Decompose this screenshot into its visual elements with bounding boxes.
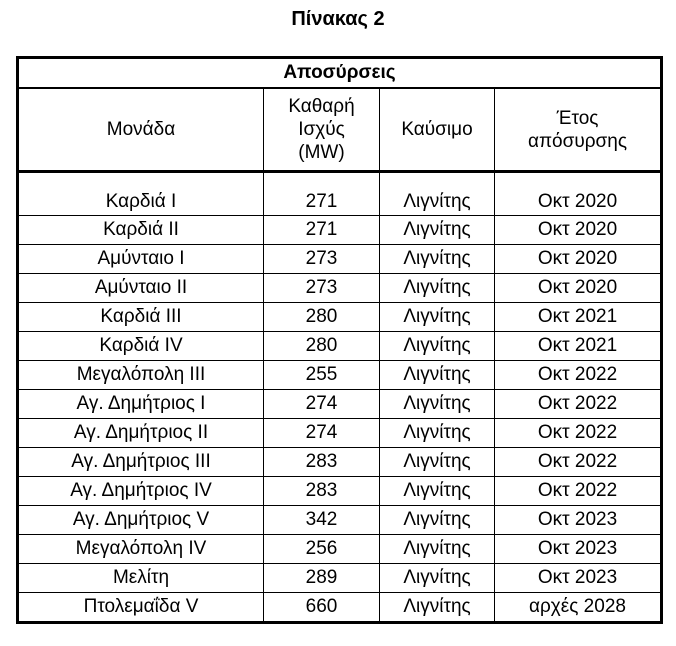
cell-net-power: 256: [264, 535, 380, 564]
cell-unit: Αγ. Δημήτριος III: [18, 448, 264, 477]
cell-unit: Αγ. Δημήτριος II: [18, 419, 264, 448]
cell-unit: Καρδιά II: [18, 216, 264, 245]
cell-withdrawal-year: Οκτ 2023: [495, 506, 662, 535]
cell-fuel: Λιγνίτης: [380, 303, 495, 332]
cell-withdrawal-year: Οκτ 2023: [495, 535, 662, 564]
cell-unit: Αγ. Δημήτριος IV: [18, 477, 264, 506]
cell-fuel: Λιγνίτης: [380, 274, 495, 303]
cell-withdrawal-year: Οκτ 2022: [495, 361, 662, 390]
table-row: [18, 564, 662, 593]
cell-withdrawal-year: Οκτ 2021: [495, 303, 662, 332]
column-header-fuel: Καύσιμο: [380, 88, 495, 172]
cell-net-power: 280: [264, 303, 380, 332]
table-row: [18, 216, 662, 245]
withdrawals-table: [16, 56, 663, 624]
column-header-withdrawal-year: Έτος απόσυρσης: [495, 88, 662, 172]
cell-withdrawal-year: Οκτ 2020: [495, 172, 662, 216]
cell-net-power: 283: [264, 448, 380, 477]
cell-fuel: Λιγνίτης: [380, 593, 495, 623]
table-title: Πίνακας 2: [291, 8, 385, 30]
cell-fuel: Λιγνίτης: [380, 332, 495, 361]
cell-unit: Μελίτη: [18, 564, 264, 593]
cell-net-power: 273: [264, 245, 380, 274]
cell-net-power: 342: [264, 506, 380, 535]
cell-unit: Καρδιά I: [18, 172, 264, 216]
cell-net-power: 289: [264, 564, 380, 593]
table-row: [18, 506, 662, 535]
cell-fuel: Λιγνίτης: [380, 535, 495, 564]
section-header: Αποσύρσεις: [18, 58, 662, 89]
cell-net-power: 273: [264, 274, 380, 303]
cell-withdrawal-year: Οκτ 2021: [495, 332, 662, 361]
table-row: [18, 245, 662, 274]
cell-fuel: Λιγνίτης: [380, 216, 495, 245]
column-header-net-power: Καθαρή Ισχύς (MW): [264, 88, 380, 172]
cell-fuel: Λιγνίτης: [380, 564, 495, 593]
table-row: [18, 419, 662, 448]
column-header-unit: Μονάδα: [18, 88, 264, 172]
cell-net-power: 660: [264, 593, 380, 623]
cell-net-power: 274: [264, 390, 380, 419]
cell-fuel: Λιγνίτης: [380, 361, 495, 390]
cell-withdrawal-year: Οκτ 2022: [495, 477, 662, 506]
cell-unit: Μεγαλόπολη III: [18, 361, 264, 390]
cell-unit: Αμύνταιο I: [18, 245, 264, 274]
cell-net-power: 271: [264, 172, 380, 216]
cell-withdrawal-year: Οκτ 2022: [495, 390, 662, 419]
cell-fuel: Λιγνίτης: [380, 506, 495, 535]
cell-unit: Αγ. Δημήτριος I: [18, 390, 264, 419]
cell-fuel: Λιγνίτης: [380, 448, 495, 477]
cell-fuel: Λιγνίτης: [380, 419, 495, 448]
table-row: [18, 535, 662, 564]
cell-unit: Αγ. Δημήτριος V: [18, 506, 264, 535]
cell-withdrawal-year: Οκτ 2022: [495, 419, 662, 448]
cell-net-power: 283: [264, 477, 380, 506]
cell-fuel: Λιγνίτης: [380, 477, 495, 506]
table-row: [18, 332, 662, 361]
cell-fuel: Λιγνίτης: [380, 245, 495, 274]
table-row: [18, 448, 662, 477]
cell-net-power: 274: [264, 419, 380, 448]
cell-withdrawal-year: Οκτ 2020: [495, 245, 662, 274]
cell-net-power: 280: [264, 332, 380, 361]
table-row: [18, 477, 662, 506]
table-row: [18, 593, 662, 623]
table-row: [18, 390, 662, 419]
cell-unit: Πτολεμαΐδα V: [18, 593, 264, 623]
table-row: [18, 172, 662, 216]
table-row: [18, 274, 662, 303]
cell-net-power: 271: [264, 216, 380, 245]
cell-withdrawal-year: Οκτ 2023: [495, 564, 662, 593]
cell-unit: Καρδιά III: [18, 303, 264, 332]
table-row: [18, 303, 662, 332]
cell-withdrawal-year: Οκτ 2020: [495, 216, 662, 245]
cell-unit: Μεγαλόπολη IV: [18, 535, 264, 564]
cell-withdrawal-year: Οκτ 2022: [495, 448, 662, 477]
cell-net-power: 255: [264, 361, 380, 390]
cell-unit: Αμύνταιο II: [18, 274, 264, 303]
cell-fuel: Λιγνίτης: [380, 390, 495, 419]
cell-withdrawal-year: Οκτ 2020: [495, 274, 662, 303]
table-row: [18, 361, 662, 390]
cell-fuel: Λιγνίτης: [380, 172, 495, 216]
cell-unit: Καρδιά IV: [18, 332, 264, 361]
cell-withdrawal-year: αρχές 2028: [495, 593, 662, 623]
